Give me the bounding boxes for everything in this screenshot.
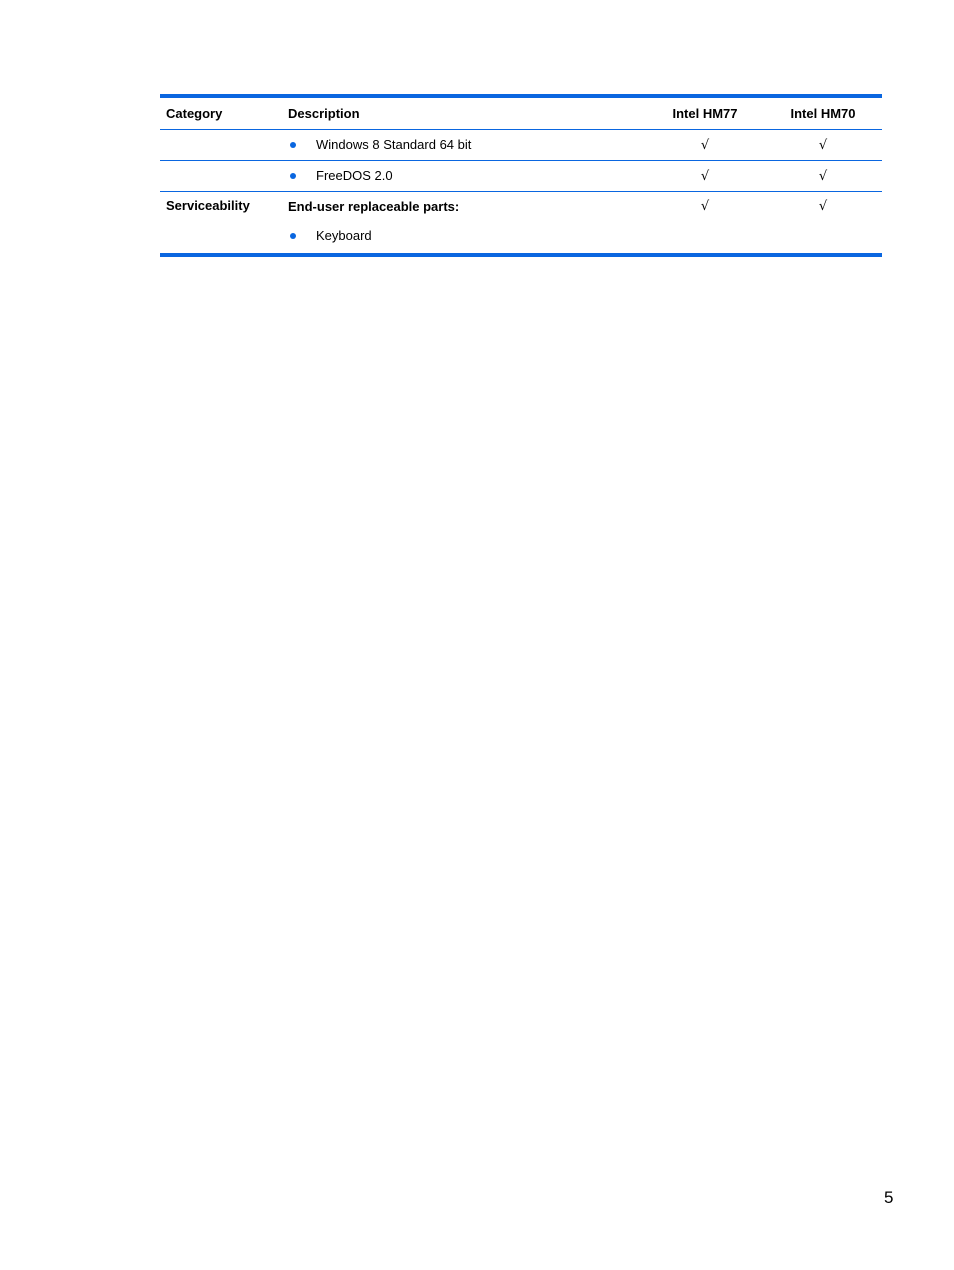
page-number: 5: [884, 1188, 894, 1207]
bullet-item: [288, 136, 640, 154]
spec-table: [160, 94, 882, 257]
header-description: Description: [288, 106, 360, 121]
table-row: [160, 161, 882, 192]
header-intel-hm70: Intel HM70: [790, 106, 856, 121]
table-header-row: [160, 96, 882, 130]
table-row: [160, 192, 882, 256]
hm70-check-mark: √: [818, 168, 828, 184]
bullet-text: Windows 8 Standard 64 bit: [316, 137, 472, 152]
header-intel-hm77: Intel HM77: [672, 106, 738, 121]
row-description: [282, 192, 646, 256]
bullet-item: [288, 227, 640, 245]
row-category: Serviceability: [166, 198, 250, 213]
bullet-icon: [290, 142, 296, 148]
row-description: [282, 130, 646, 161]
bullet-text: FreeDOS 2.0: [316, 168, 393, 183]
hm77-check-mark: √: [700, 199, 710, 214]
bullet-item: [288, 167, 640, 185]
hm70-check-mark: √: [818, 199, 828, 214]
row-description: [282, 161, 646, 192]
row-category: [160, 161, 282, 192]
description-heading: End-user replaceable parts:: [288, 199, 460, 214]
bullet-icon: [290, 233, 296, 239]
bullet-icon: [290, 173, 296, 179]
header-category: Category: [166, 106, 223, 121]
table-row: [160, 130, 882, 161]
hm77-check-mark: √: [700, 168, 710, 184]
bullet-text: Keyboard: [316, 228, 372, 243]
hm70-check-mark: √: [818, 137, 828, 153]
hm77-check-mark: √: [700, 137, 710, 153]
row-category: [160, 130, 282, 161]
